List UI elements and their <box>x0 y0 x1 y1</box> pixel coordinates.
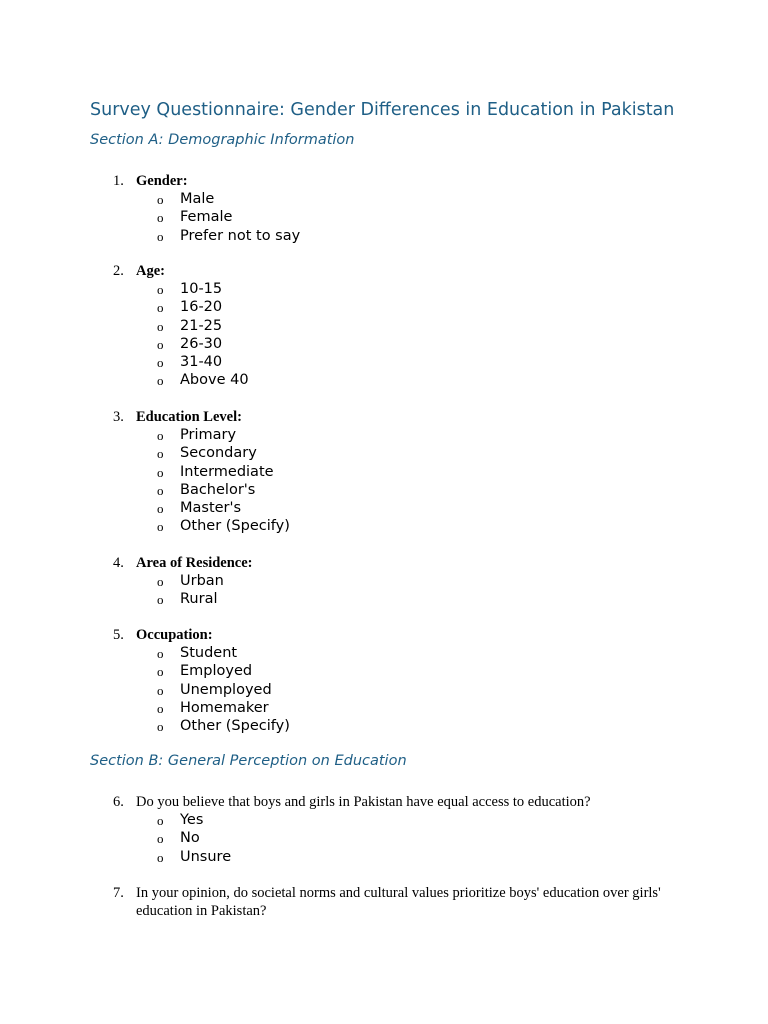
bullet-icon: o <box>157 228 164 244</box>
question-text: Do you believe that boys and girls in Pakistan have equal access to education? <box>136 794 591 810</box>
option-age-10-15[interactable]: o 10-15 <box>90 280 690 298</box>
option-other-specify[interactable]: o Other (Specify) <box>90 717 690 735</box>
bullet-icon: o <box>157 446 164 462</box>
option-list <box>90 644 690 735</box>
option-female[interactable]: o Female <box>90 208 690 226</box>
question-number: 6. <box>113 794 124 810</box>
bullet-icon: o <box>157 355 164 371</box>
bullet-icon: o <box>157 336 164 352</box>
bullet-icon: o <box>157 682 164 698</box>
question-number: 3. <box>113 409 124 425</box>
option-rural[interactable]: o Rural <box>90 590 690 608</box>
option-no[interactable]: o No <box>90 829 690 847</box>
option-employed[interactable]: o Employed <box>90 662 690 680</box>
option-list <box>90 811 690 866</box>
bullet-icon: o <box>157 318 164 334</box>
bullet-icon: o <box>157 501 164 517</box>
option-list <box>90 190 690 245</box>
bullet-icon: o <box>157 210 164 226</box>
question-label: Gender: <box>136 173 188 189</box>
question-number: 2. <box>113 263 124 279</box>
question-societal-norms <box>90 884 690 920</box>
option-intermediate[interactable]: o Intermediate <box>90 463 690 481</box>
bullet-icon: o <box>157 428 164 443</box>
question-number: 4. <box>113 555 124 571</box>
option-homemaker[interactable]: o Homemaker <box>90 699 690 717</box>
bullet-icon: o <box>157 300 164 316</box>
question-label: Education Level: <box>136 409 242 425</box>
bullet-icon: o <box>157 664 164 680</box>
option-masters[interactable]: o Master's <box>90 499 690 517</box>
bullet-icon: o <box>157 646 164 661</box>
bullet-icon: o <box>157 482 164 498</box>
question-label: Age: <box>136 263 165 279</box>
option-age-16-20[interactable]: o 16-20 <box>90 298 690 316</box>
option-bachelors[interactable]: o Bachelor's <box>90 481 690 499</box>
bullet-icon: o <box>157 574 164 589</box>
option-list <box>90 426 690 536</box>
option-unsure[interactable]: o Unsure <box>90 848 690 866</box>
question-label: Occupation: <box>136 627 213 643</box>
bullet-icon: o <box>157 831 164 847</box>
bullet-icon: o <box>157 464 164 480</box>
question-text: In your opinion, do societal norms and cultural values prioritize boys' education over girls' education in Pakistan? <box>136 885 661 919</box>
option-secondary[interactable]: o Secondary <box>90 444 690 462</box>
bullet-icon: o <box>157 373 164 389</box>
option-student[interactable]: o Student <box>90 644 690 662</box>
bullet-icon: o <box>157 813 164 828</box>
question-label: Area of Residence: <box>136 555 253 571</box>
bullet-icon: o <box>157 519 164 535</box>
section-a-heading: Section A: Demographic Information <box>90 132 355 148</box>
option-yes[interactable]: o Yes <box>90 811 690 829</box>
option-list <box>90 280 690 390</box>
bullet-icon: o <box>157 849 164 865</box>
option-urban[interactable]: o Urban <box>90 572 690 590</box>
question-occupation <box>90 626 690 735</box>
option-age-26-30[interactable]: o 26-30 <box>90 335 690 353</box>
option-unemployed[interactable]: o Unemployed <box>90 681 690 699</box>
option-list <box>90 572 690 609</box>
bullet-icon: o <box>157 192 164 207</box>
option-male[interactable]: o Male <box>90 190 690 208</box>
option-other-specify[interactable]: o Other (Specify) <box>90 517 690 535</box>
question-area-of-residence <box>90 554 690 609</box>
option-prefer-not-to-say[interactable]: o Prefer not to say <box>90 227 690 245</box>
question-equal-access <box>90 793 690 866</box>
bullet-icon: o <box>157 592 164 608</box>
bullet-icon: o <box>157 719 164 735</box>
question-age <box>90 262 690 390</box>
section-b-heading: Section B: General Perception on Education <box>90 753 407 769</box>
option-age-above-40[interactable]: o Above 40 <box>90 371 690 389</box>
option-age-31-40[interactable]: o 31-40 <box>90 353 690 371</box>
question-education-level <box>90 408 690 536</box>
document-title: Survey Questionnaire: Gender Differences in Education in Pakistan <box>90 100 675 120</box>
question-gender <box>90 172 690 245</box>
question-number: 5. <box>113 627 124 643</box>
question-number: 1. <box>113 173 124 189</box>
bullet-icon: o <box>157 282 164 297</box>
option-age-21-25[interactable]: o 21-25 <box>90 317 690 335</box>
bullet-icon: o <box>157 700 164 716</box>
option-primary[interactable]: o Primary <box>90 426 690 444</box>
question-number: 7. <box>113 885 124 901</box>
